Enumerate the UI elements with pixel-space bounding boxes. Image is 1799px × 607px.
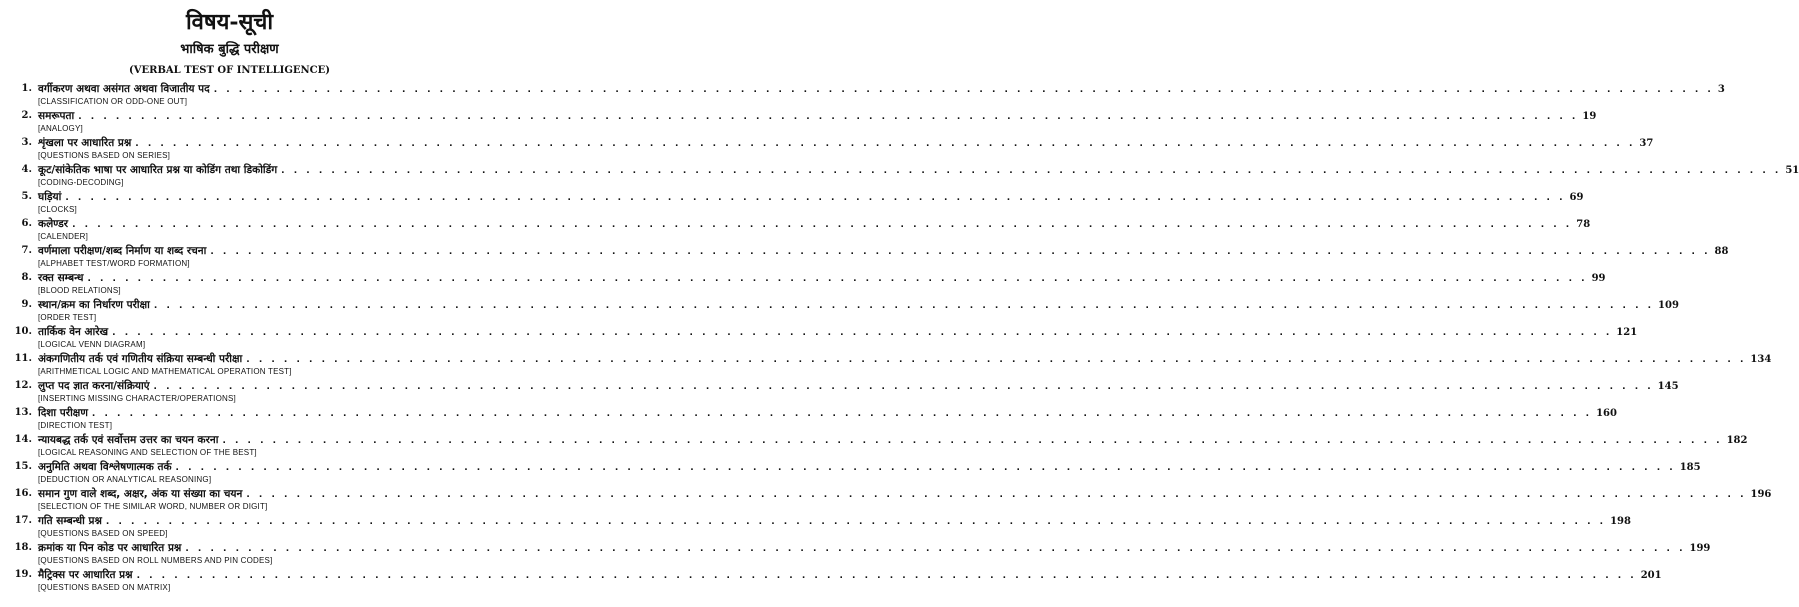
dot-leader: . . . . . . . . . . . . . . . . . . . . . . . . . . . . . . . . . . . . . . . . . . . . . . . . . . . . . . . . . . . . . . . . . . . . . . . . . . . . . . . . . . . . . . . . . . . . . . . . . . . . . . . . . . . . . . . . . . . . . . . . xyxy=(72,220,1573,230)
entry-heading-line xyxy=(38,217,1591,231)
page-title: विषय-सूची xyxy=(185,9,274,35)
entry-heading-line xyxy=(38,514,1631,528)
entry-page-number: 134 xyxy=(1750,354,1772,365)
dot-leader: . . . . . . . . . . . . . . . . . . . . . . . . . . . . . . . . . . . . . . . . . . . . . . . . . . . . . . . . . . . . . . . . . . . . . . . . . . . . . . . . . . . . . . . . . . . . . . . . . . . . . . . . . . . . . . . . . . . . . . . . xyxy=(105,517,1607,527)
entry-title-english: [ANALOGY] xyxy=(38,124,83,133)
toc-entry[interactable] xyxy=(0,433,1748,460)
dot-leader: . . . . . . . . . . . . . . . . . . . . . . . . . . . . . . . . . . . . . . . . . . . . . . . . . . . . . . . . . . . . . . . . . . . . . . . . . . . . . . . . . . . . . . . . . . . . . . . . . . . . . . . . . . . . . . . . . . . . . . . . xyxy=(153,382,1654,392)
entry-page-number: 121 xyxy=(1616,327,1638,338)
entry-heading-line xyxy=(38,433,1748,447)
entry-title-hindi: कूट/सांकेतिक भाषा पर आधारित प्रश्न या कोडिंग तथा डिकोडिंग xyxy=(38,164,278,176)
dot-leader: . . . . . . . . . . . . . . . . . . . . . . . . . . . . . . . . . . . . . . . . . . . . . . . . . . . . . . . . . . . . . . . . . . . . . . . . . . . . . . . . . . . . . . . . . . . . . . . . . . . . . . . . . . . . . . . . . . . . . . . . xyxy=(213,85,1714,95)
dot-leader: . . . . . . . . . . . . . . . . . . . . . . . . . . . . . . . . . . . . . . . . . . . . . . . . . . . . . . . . . . . . . . . . . . . . . . . . . . . . . . . . . . . . . . . . . . . . . . . . . . . . . . . . . . . . . . . . . . . . . . . . xyxy=(112,328,1613,338)
toc-entry[interactable] xyxy=(0,352,1772,379)
toc-entry[interactable] xyxy=(0,109,1597,136)
entry-page-number: 3 xyxy=(1717,84,1725,95)
toc-entry[interactable] xyxy=(0,163,1799,190)
entry-title-hindi: तार्किक वेन आरेख xyxy=(38,326,109,338)
entry-number: 9. xyxy=(21,299,32,310)
entry-number: 16. xyxy=(14,488,32,499)
section-subtitle-hindi: भाषिक बुद्धि परीक्षण xyxy=(180,42,279,57)
entry-heading-line xyxy=(38,406,1617,420)
dot-leader: . . . . . . . . . . . . . . . . . . . . . . . . . . . . . . . . . . . . . . . . . . . . . . . . . . . . . . . . . . . . . . . . . . . . . . . . . . . . . . . . . . . . . . . . . . . . . . . . . . . . . . . . . . . . . . . . . . . . . . . . xyxy=(153,301,1655,311)
entry-number: 8. xyxy=(21,272,32,283)
entry-number: 18. xyxy=(14,542,32,553)
dot-leader: . . . . . . . . . . . . . . . . . . . . . . . . . . . . . . . . . . . . . . . . . . . . . . . . . . . . . . . . . . . . . . . . . . . . . . . . . . . . . . . . . . . . . . . . . . . . . . . . . . . . . . . . . . . . . . . . . . . . . . . . xyxy=(281,166,1782,176)
entry-page-number: 78 xyxy=(1576,219,1591,230)
dot-leader: . . . . . . . . . . . . . . . . . . . . . . . . . . . . . . . . . . . . . . . . . . . . . . . . . . . . . . . . . . . . . . . . . . . . . . . . . . . . . . . . . . . . . . . . . . . . . . . . . . . . . . . . . . . . . . . . . . . . . . . . xyxy=(91,409,1593,419)
entry-heading-line xyxy=(38,568,1662,582)
entry-heading-line xyxy=(38,136,1654,150)
dot-leader: . . . . . . . . . . . . . . . . . . . . . . . . . . . . . . . . . . . . . . . . . . . . . . . . . . . . . . . . . . . . . . . . . . . . . . . . . . . . . . . . . . . . . . . . . . . . . . . . . . . . . . . . . . . . . . . . . . . . . . . . xyxy=(136,571,1637,581)
toc-entry[interactable] xyxy=(0,190,1584,217)
entry-title-hindi: वर्णमाला परीक्षण/शब्द निर्माण या शब्द रचना xyxy=(38,245,207,257)
entry-title-english: [ORDER TEST] xyxy=(38,313,97,322)
entry-heading-line xyxy=(38,487,1772,501)
entry-title-hindi: घड़ियां xyxy=(38,191,62,203)
toc-entry[interactable] xyxy=(0,487,1772,514)
entry-title-hindi: क्रमांक या पिन कोड पर आधारित प्रश्न xyxy=(38,542,182,554)
toc-entry[interactable] xyxy=(0,541,1711,568)
dot-leader: . . . . . . . . . . . . . . . . . . . . . . . . . . . . . . . . . . . . . . . . . . . . . . . . . . . . . . . . . . . . . . . . . . . . . . . . . . . . . . . . . . . . . . . . . . . . . . . . . . . . . . . . . . . . . . . . . . . . . . . . xyxy=(135,139,1636,149)
toc-entries xyxy=(0,82,1799,595)
entry-number: 5. xyxy=(21,191,32,202)
entry-page-number: 201 xyxy=(1640,570,1662,581)
entry-page-number: 182 xyxy=(1726,435,1748,446)
entry-number: 13. xyxy=(14,407,32,418)
dot-leader: . . . . . . . . . . . . . . . . . . . . . . . . . . . . . . . . . . . . . . . . . . . . . . . . . . . . . . . . . . . . . . . . . . . . . . . . . . . . . . . . . . . . . . . . . . . . . . . . . . . . . . . . . . . . . . . . . . . . . . . . xyxy=(175,463,1676,473)
entry-heading-line xyxy=(38,109,1597,123)
entry-page-number: 51 xyxy=(1785,165,1799,176)
toc-entry[interactable] xyxy=(0,82,1725,109)
entry-number: 12. xyxy=(14,380,32,391)
entry-page-number: 109 xyxy=(1658,300,1679,311)
entry-page-number: 69 xyxy=(1569,192,1584,203)
dot-leader: . . . . . . . . . . . . . . . . . . . . . . . . . . . . . . . . . . . . . . . . . . . . . . . . . . . . . . . . . . . . . . . . . . . . . . . . . . . . . . . . . . . . . . . . . . . . . . . . . . . . . . . . . . . . . . . . . . . . . . . . xyxy=(78,112,1579,122)
toc-entry[interactable] xyxy=(0,568,1662,595)
entry-title-hindi: स्थान/क्रम का निर्धारण परीक्षा xyxy=(38,299,150,311)
entry-page-number: 19 xyxy=(1582,111,1597,122)
entry-title-hindi: अंकगणितीय तर्क एवं गणितीय संक्रिया सम्बन्धी परीक्षा xyxy=(38,353,243,365)
entry-title-hindi: अनुमिति अथवा विश्लेषणात्मक तर्क xyxy=(38,461,172,473)
entry-heading-line xyxy=(38,190,1584,204)
entry-title-hindi: समान गुण वाले शब्द, अक्षर, अंक या संख्या का चयन xyxy=(38,488,243,500)
entry-title-hindi: न्यायबद्ध तर्क एवं सर्वोत्तम उत्तर का चयन करना xyxy=(38,434,219,446)
dot-leader: . . . . . . . . . . . . . . . . . . . . . . . . . . . . . . . . . . . . . . . . . . . . . . . . . . . . . . . . . . . . . . . . . . . . . . . . . . . . . . . . . . . . . . . . . . . . . . . . . . . . . . . . . . . . . . . . . . . . . . . . xyxy=(87,274,1588,284)
entry-number: 14. xyxy=(14,434,32,445)
dot-leader: . . . . . . . . . . . . . . . . . . . . . . . . . . . . . . . . . . . . . . . . . . . . . . . . . . . . . . . . . . . . . . . . . . . . . . . . . . . . . . . . . . . . . . . . . . . . . . . . . . . . . . . . . . . . . . . . . . . . . . . . xyxy=(210,247,1711,257)
entry-title-hindi: समरूपता xyxy=(38,110,75,122)
toc-entry[interactable] xyxy=(0,244,1729,271)
toc-entry[interactable] xyxy=(0,460,1701,487)
entry-page-number: 196 xyxy=(1750,489,1772,500)
entry-title-english: [DIRECTION TEST] xyxy=(38,421,113,430)
entry-number: 10. xyxy=(14,326,32,337)
entry-page-number: 199 xyxy=(1689,543,1711,554)
entry-title-hindi: लुप्त पद ज्ञात करना/संक्रियाएं xyxy=(38,380,150,392)
entry-title-english: [SELECTION OF THE SIMILAR WORD, NUMBER OR DIGIT] xyxy=(38,502,268,511)
toc-entry[interactable] xyxy=(0,298,1679,325)
entry-page-number: 99 xyxy=(1591,273,1606,284)
entry-heading-line xyxy=(38,82,1725,96)
entry-heading-line xyxy=(38,379,1679,393)
entry-number: 2. xyxy=(21,110,32,121)
entry-number: 3. xyxy=(21,137,32,148)
entry-number: 15. xyxy=(14,461,32,472)
entry-page-number: 198 xyxy=(1610,516,1631,527)
entry-number: 6. xyxy=(21,218,32,229)
entry-title-hindi: मैट्रिक्स पर आधारित प्रश्न xyxy=(38,569,133,581)
entry-heading-line xyxy=(38,541,1711,555)
entry-title-hindi: दिशा परीक्षण xyxy=(38,407,88,419)
entry-title-english: [CODING-DECODING] xyxy=(38,178,124,187)
toc-entry[interactable] xyxy=(0,379,1679,406)
entry-page-number: 160 xyxy=(1596,408,1617,419)
entry-number: 19. xyxy=(14,569,32,580)
entry-title-english: [CLASSIFICATION OR ODD-ONE OUT] xyxy=(38,97,188,106)
entry-heading-line xyxy=(38,271,1606,285)
toc-entry[interactable] xyxy=(0,217,1591,244)
toc-entry[interactable] xyxy=(0,514,1631,541)
toc-entry[interactable] xyxy=(0,271,1606,298)
entry-title-english: [QUESTIONS BASED ON ROLL NUMBERS AND PIN CODES] xyxy=(38,556,273,565)
dot-leader: . . . . . . . . . . . . . . . . . . . . . . . . . . . . . . . . . . . . . . . . . . . . . . . . . . . . . . . . . . . . . . . . . . . . . . . . . . . . . . . . . . . . . . . . . . . . . . . . . . . . . . . . . . . . . . . . . . . . . . . . xyxy=(65,193,1566,203)
entry-title-english: [QUESTIONS BASED ON MATRIX] xyxy=(38,583,171,592)
entry-title-hindi: वर्गीकरण अथवा असंगत अथवा विजातीय पद xyxy=(38,83,210,95)
entry-number: 1. xyxy=(21,83,32,94)
entry-title-english: [DEDUCTION OR ANALYTICAL REASONING] xyxy=(38,475,212,484)
entry-title-english: [CALENDER] xyxy=(38,232,89,241)
entry-page-number: 185 xyxy=(1679,462,1701,473)
entry-title-hindi: गति सम्बन्धी प्रश्न xyxy=(38,515,102,527)
dot-leader: . . . . . . . . . . . . . . . . . . . . . . . . . . . . . . . . . . . . . . . . . . . . . . . . . . . . . . . . . . . . . . . . . . . . . . . . . . . . . . . . . . . . . . . . . . . . . . . . . . . . . . . . . . . . . . . . . . . . . . . . xyxy=(246,355,1747,365)
entry-heading-line xyxy=(38,352,1772,366)
dot-leader: . . . . . . . . . . . . . . . . . . . . . . . . . . . . . . . . . . . . . . . . . . . . . . . . . . . . . . . . . . . . . . . . . . . . . . . . . . . . . . . . . . . . . . . . . . . . . . . . . . . . . . . . . . . . . . . . . . . . . . . . xyxy=(246,490,1747,500)
entry-page-number: 37 xyxy=(1639,138,1654,149)
dot-leader: . . . . . . . . . . . . . . . . . . . . . . . . . . . . . . . . . . . . . . . . . . . . . . . . . . . . . . . . . . . . . . . . . . . . . . . . . . . . . . . . . . . . . . . . . . . . . . . . . . . . . . . . . . . . . . . . . . . . . . . . xyxy=(185,544,1686,554)
entry-title-english: [ARITHMETICAL LOGIC AND MATHEMATICAL OPERATION TEST] xyxy=(38,367,292,376)
section-subtitle-english: (VERBAL TEST OF INTELLIGENCE) xyxy=(129,65,330,76)
entry-heading-line xyxy=(38,460,1701,474)
toc-entry[interactable] xyxy=(0,325,1638,352)
entry-title-english: [CLOCKS] xyxy=(38,205,77,214)
entry-title-hindi: कलेण्डर xyxy=(38,218,69,230)
entry-title-hindi: रक्त सम्बन्ध xyxy=(38,272,84,284)
entry-title-english: [QUESTIONS BASED ON SERIES] xyxy=(38,151,171,160)
toc-entry[interactable] xyxy=(0,136,1654,163)
entry-page-number: 145 xyxy=(1657,381,1679,392)
entry-title-hindi: शृंखला पर आधारित प्रश्न xyxy=(38,137,132,149)
entry-title-english: [ALPHABET TEST/WORD FORMATION] xyxy=(38,259,190,268)
entry-heading-line xyxy=(38,244,1729,258)
dot-leader: . . . . . . . . . . . . . . . . . . . . . . . . . . . . . . . . . . . . . . . . . . . . . . . . . . . . . . . . . . . . . . . . . . . . . . . . . . . . . . . . . . . . . . . . . . . . . . . . . . . . . . . . . . . . . . . . . . . . . . . . xyxy=(222,436,1723,446)
entry-number: 17. xyxy=(14,515,32,526)
entry-heading-line xyxy=(38,325,1638,339)
entry-page-number: 88 xyxy=(1714,246,1729,257)
entry-heading-line xyxy=(38,298,1679,312)
entry-title-english: [BLOOD RELATIONS] xyxy=(38,286,121,295)
entry-title-english: [LOGICAL VENN DIAGRAM] xyxy=(38,340,146,349)
entry-title-english: [LOGICAL REASONING AND SELECTION OF THE BEST] xyxy=(38,448,257,457)
entry-number: 11. xyxy=(14,353,32,364)
entry-number: 7. xyxy=(21,245,32,256)
entry-number: 4. xyxy=(21,164,32,175)
entry-title-english: [INSERTING MISSING CHARACTER/OPERATIONS] xyxy=(38,394,236,403)
entry-heading-line xyxy=(38,163,1799,177)
entry-title-english: [QUESTIONS BASED ON SPEED] xyxy=(38,529,168,538)
toc-entry[interactable] xyxy=(0,406,1617,433)
